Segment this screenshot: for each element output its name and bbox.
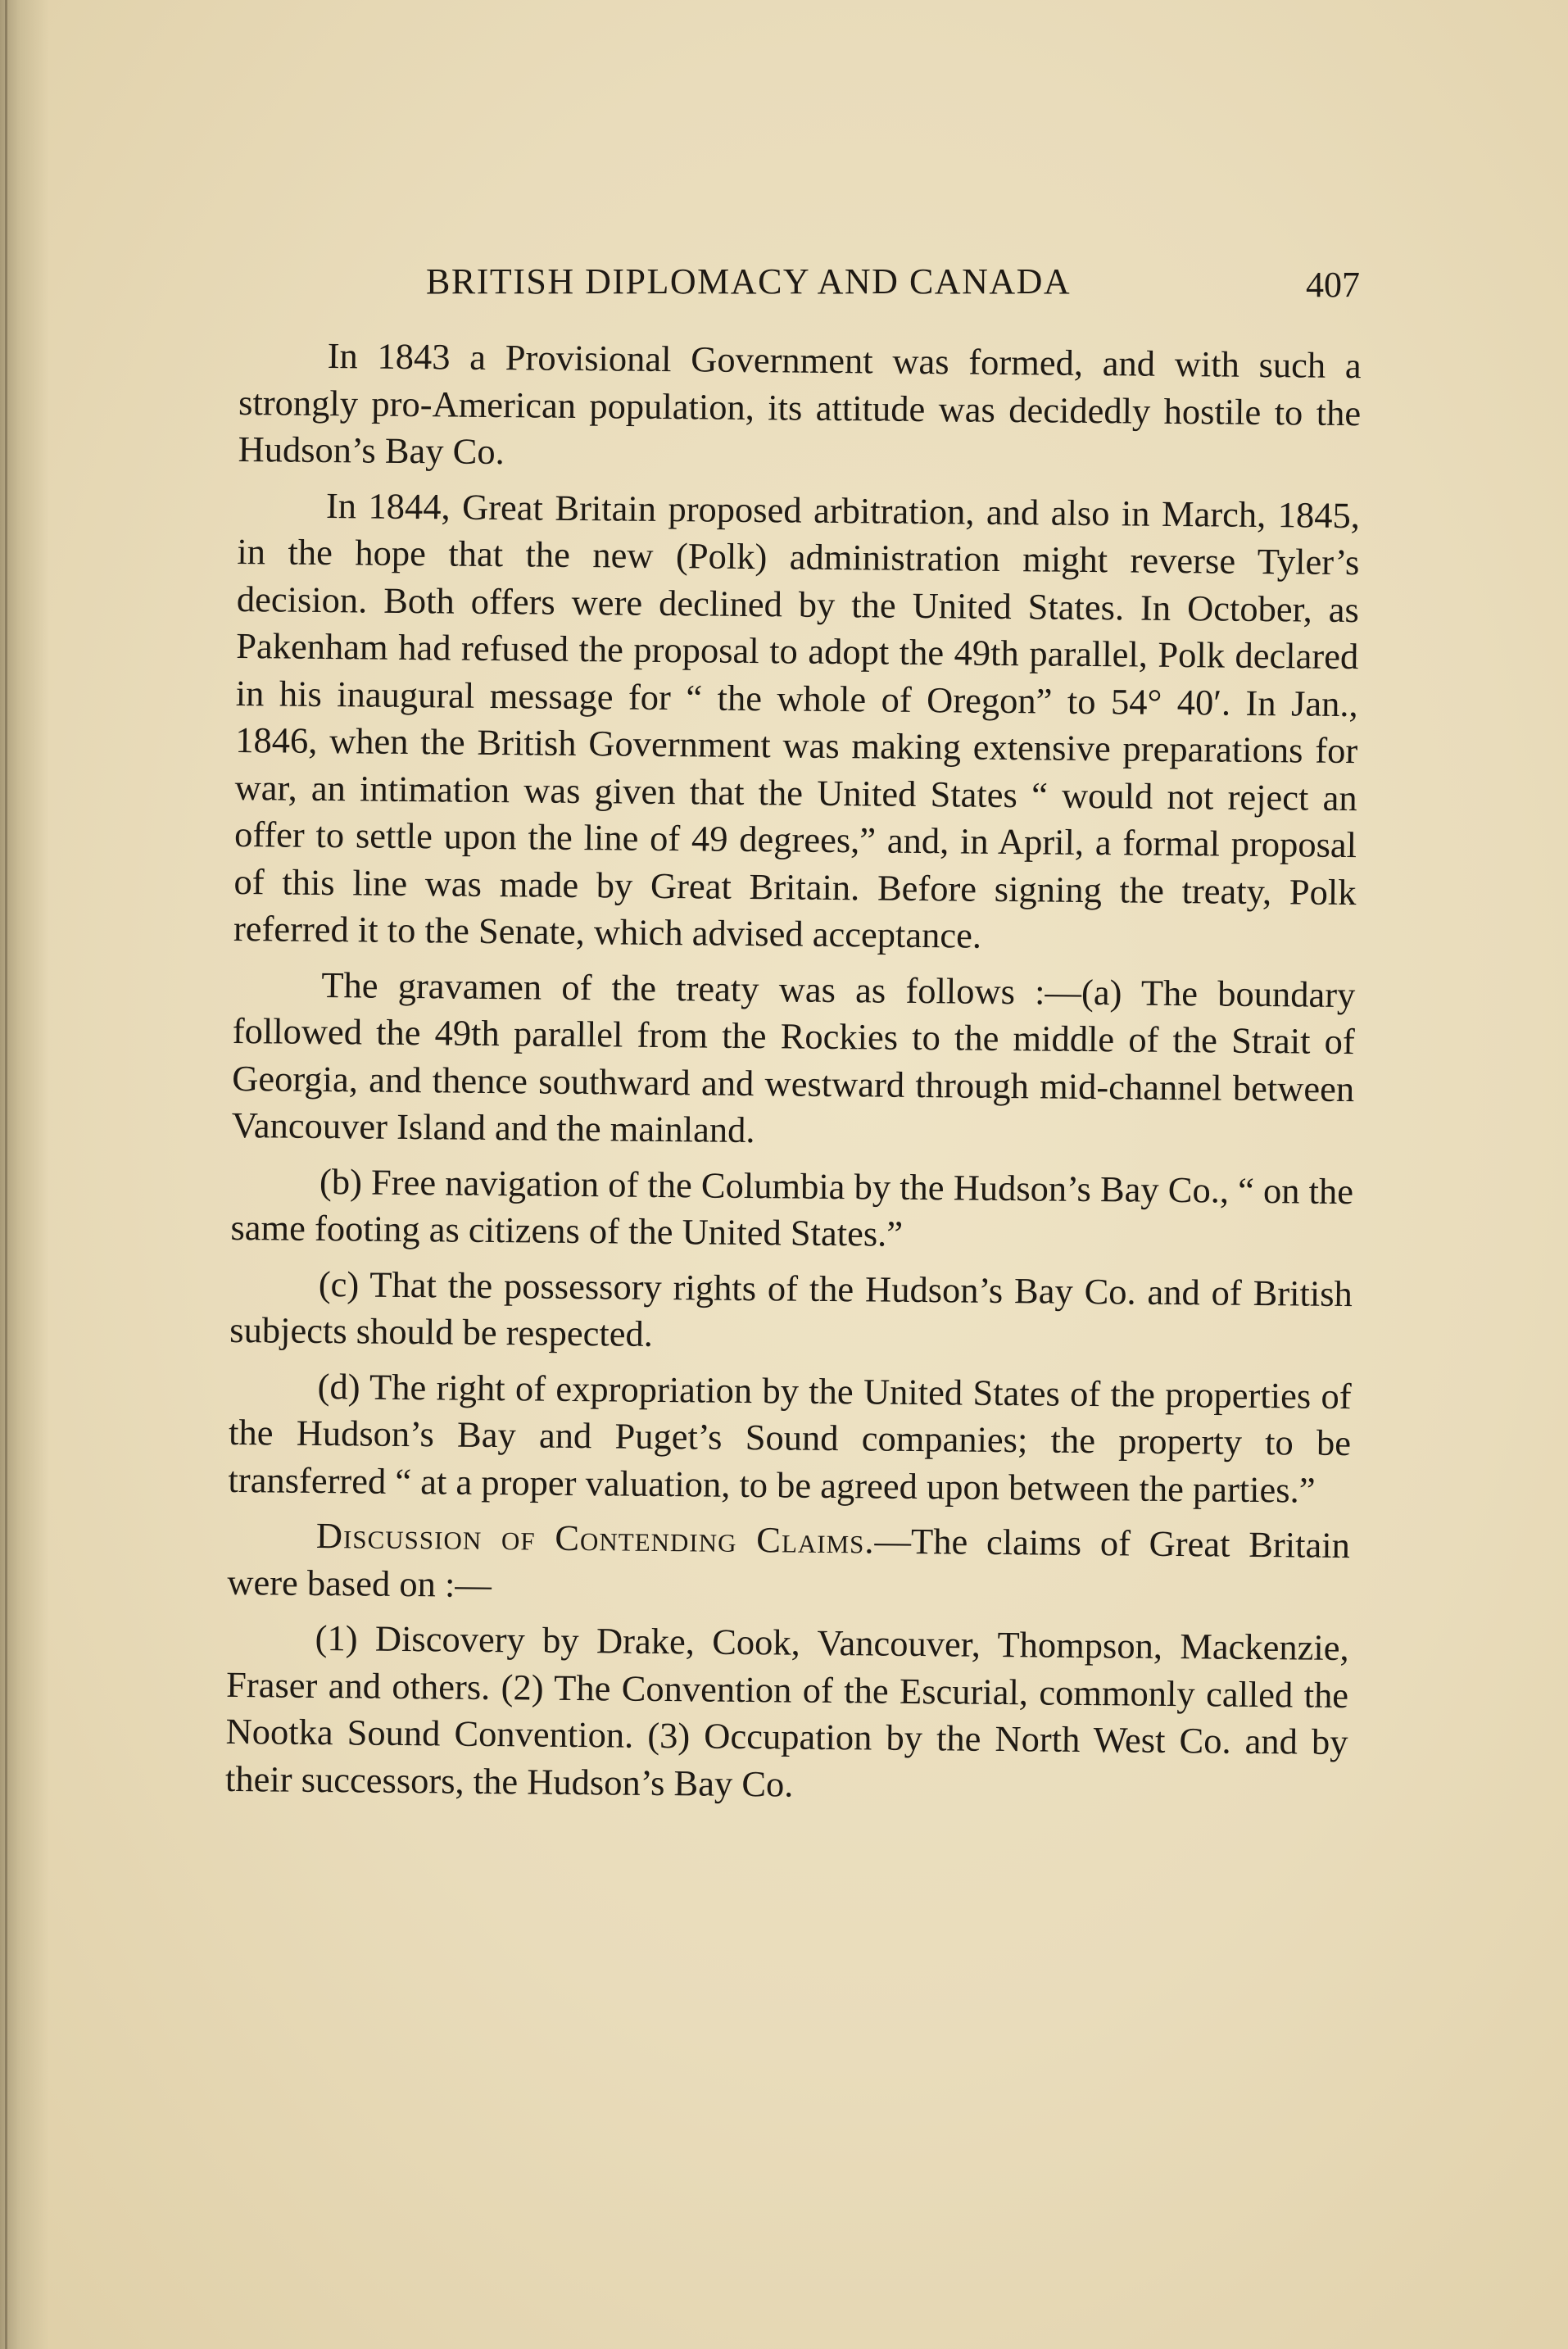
binding-edge: [5, 0, 7, 2349]
page-header: [426, 261, 1360, 310]
paragraph-contending-claims: [227, 1512, 1350, 1617]
paragraph-clause-d: (d) The right of expropriation by the United States of the properties of the Hudson’s Bay and Puget’s Sound companies; the property to be transferred “ at a proper valuation, to be agreed upon between the parties.”: [228, 1365, 1352, 1511]
running-head: BRITISH DIPLOMACY AND CANADA: [426, 261, 1072, 302]
paragraph-provisional-government: In 1843 a Provisional Government was formed, and with such a strongly pro-American population, its attitude was decidedly hostile to the Hudson’s Bay Co.: [238, 335, 1362, 473]
section-heading: Discussion of Contending Claims.: [315, 1514, 875, 1562]
paragraph-treaty-gravamen: The gravamen of the treaty was as follows :—(a) The boundary followed the 49th parallel from the Rockies to the middle of the Strait of Georgia, and thence southward and westward through mid-channel between Vancouver Island and the mainland.: [231, 964, 1356, 1151]
paragraph-clause-c: (c) That the possessory rights of the Hudson’s Bay Co. and of British subjects should be respected.: [229, 1263, 1353, 1354]
paragraph-clause-b: (b) Free navigation of the Columbia by the Hudson’s Bay Co., “ on the same footing as citizens of the United States.”: [230, 1160, 1354, 1254]
section-heading-continuation: —The claims of Great Britain were based on :—: [227, 1520, 1351, 1605]
paragraph-claims-list: (1) Discovery by Drake, Cook, Vancouver, Thompson, Mackenzie, Fraser and others. (2) The Convention of the Escurial, commonly called the Nootka Sound Convention. (3) Occupation by the North West Co. and by their successors, the Hudson’s Bay Co.: [224, 1617, 1349, 1805]
page-number: 407: [1306, 265, 1360, 305]
body-text: [225, 332, 1362, 1821]
paragraph-arbitration: In 1844, Great Britain proposed arbitration, and also in March, 1845, in the hope that the new (Polk) administration might reverse Tyler’s decision. Both offers were declined by the United States. In October, as Pakenham had refused the proposal to adopt the 49th parallel, Polk declared in his inaugural message for “ the whole of Oregon” to 54° 40′. In Jan., 1846, when the British Government was making extensive preparations for war, an intimation was given that the United States “ would not reject an offer to settle upon the line of 49 degrees,” and, in April, a formal proposal of this line was made by Great Britain. Before signing the treaty, Polk referred it to the Senate, which advised acceptance.: [233, 484, 1361, 956]
page-gutter-shadow: [0, 0, 49, 2349]
